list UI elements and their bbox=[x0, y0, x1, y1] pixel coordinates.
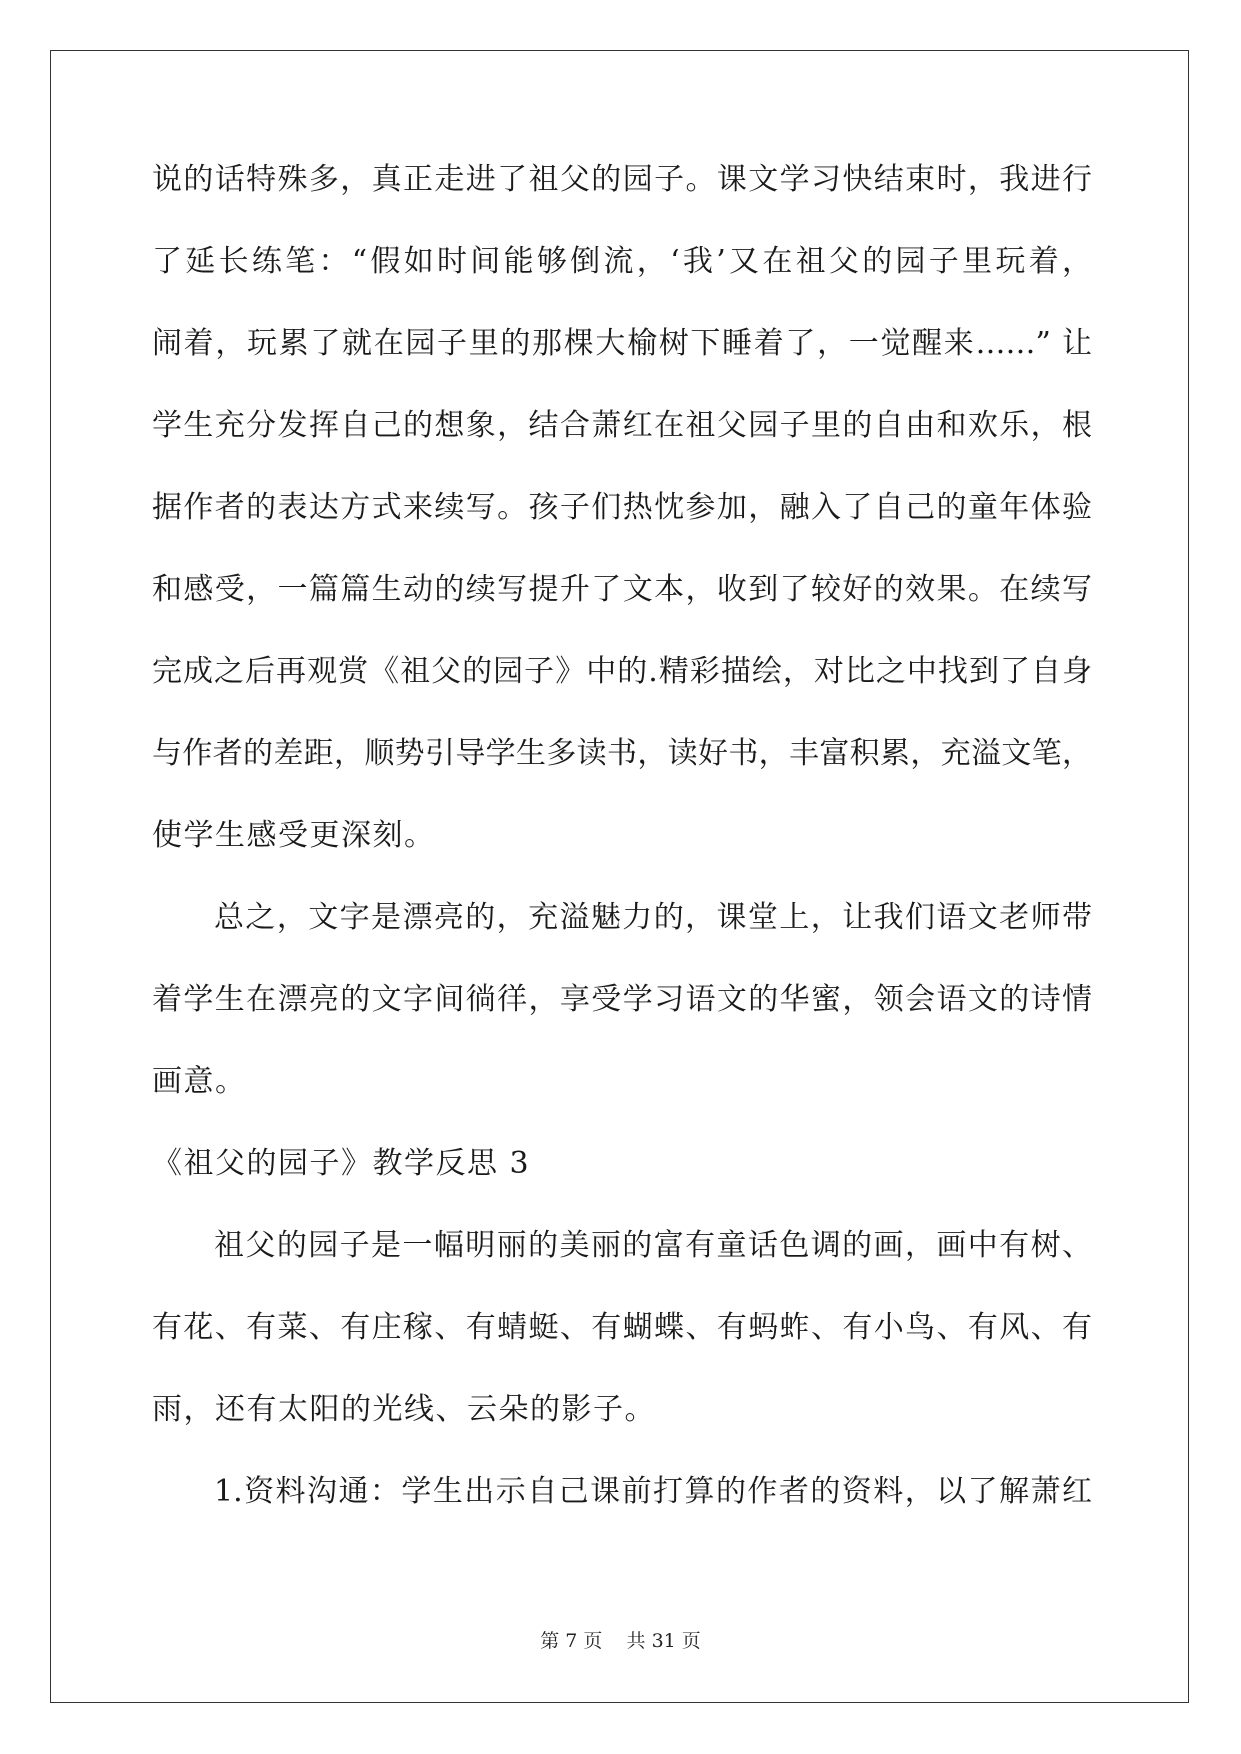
text-line: 使学生感受更深刻。 bbox=[152, 818, 436, 853]
text-line: 闹着，玩累了就在园子里的那棵大榆树下睡着了，一觉醒来……” 让 bbox=[152, 326, 1092, 361]
text-line: 画意。 bbox=[152, 1064, 247, 1099]
text-line: 着学生在漂亮的文字间徜徉，享受学习语文的华蜜，领会语文的诗情 bbox=[152, 982, 1092, 1017]
page-border bbox=[50, 50, 1189, 1703]
text-line: 了延长练笔：“假如时间能够倒流，‘我’又在祖父的园子里玩着， bbox=[152, 244, 1092, 279]
section-heading: 《祖父的园子》教学反思 3 bbox=[152, 1146, 531, 1181]
text-line: 据作者的表达方式来续写。孩子们热忱参加，融入了自己的童年体验 bbox=[152, 490, 1092, 525]
page-footer: 第 7 页 共 31 页 bbox=[540, 1630, 701, 1652]
text-line: 学生充分发挥自己的想象，结合萧红在祖父园子里的自由和欢乐，根 bbox=[152, 408, 1092, 443]
text-line: 1.资料沟通：学生出示自己课前打算的作者的资料，以了解萧红 bbox=[214, 1474, 1092, 1509]
text-line: 说的话特殊多，真正走进了祖父的园子。课文学习快结束时，我进行 bbox=[152, 162, 1092, 197]
text-line: 总之，文字是漂亮的，充溢魅力的，课堂上，让我们语文老师带 bbox=[214, 900, 1092, 935]
text-line: 雨，还有太阳的光线、云朵的影子。 bbox=[152, 1392, 656, 1427]
text-line: 和感受，一篇篇生动的续写提升了文本，收到了较好的效果。在续写 bbox=[152, 572, 1092, 607]
text-line: 完成之后再观赏《祖父的园子》中的.精彩描绘，对比之中找到了自身 bbox=[152, 654, 1092, 689]
text-line: 祖父的园子是一幅明丽的美丽的富有童话色调的画，画中有树、 bbox=[214, 1228, 1092, 1263]
text-line: 有花、有菜、有庄稼、有蜻蜓、有蝴蝶、有蚂蚱、有小鸟、有风、有 bbox=[152, 1310, 1092, 1345]
text-line: 与作者的差距，顺势引导学生多读书，读好书，丰富积累，充溢文笔， bbox=[152, 736, 1092, 771]
